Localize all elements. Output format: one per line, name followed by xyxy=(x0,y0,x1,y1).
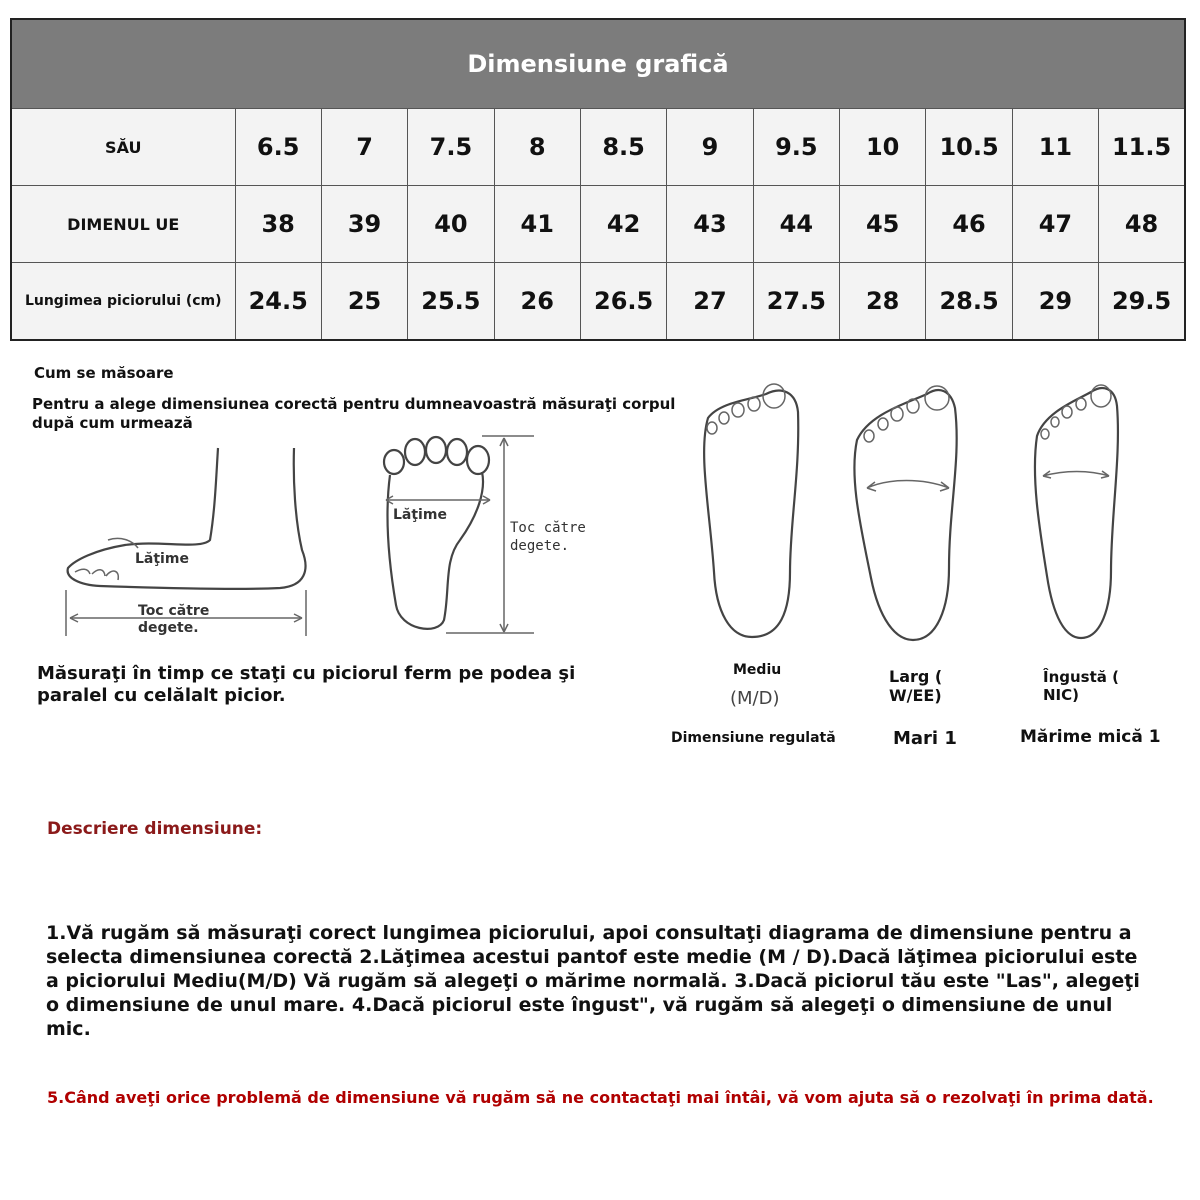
table-cell: 25.5 xyxy=(408,263,494,341)
foot-type-advice: Dimensiune regulată xyxy=(671,730,836,746)
table-cell: 10 xyxy=(840,109,926,186)
table-cell: 10.5 xyxy=(926,109,1012,186)
table-cell: 27.5 xyxy=(753,263,839,341)
table-cell: 29 xyxy=(1012,263,1098,341)
table-cell: 25 xyxy=(321,263,407,341)
top-length-label: Toc către degete. xyxy=(510,520,586,554)
measure-intro: Pentru a alege dimensiunea corectă pentru dumneavoastră măsuraţi corpul după cum urmează xyxy=(32,395,676,432)
side-width-label: Lăţime xyxy=(135,551,189,567)
table-cell: 7 xyxy=(321,109,407,186)
table-cell: 45 xyxy=(840,186,926,263)
foot-type-name: Mediu xyxy=(733,662,782,678)
table-cell: 47 xyxy=(1012,186,1098,263)
table-cell: 44 xyxy=(753,186,839,263)
row-label: SĂU xyxy=(11,109,235,186)
table-title: Dimensiune grafică xyxy=(11,19,1185,109)
table-cell: 9.5 xyxy=(753,109,839,186)
wide-foot-icon xyxy=(845,378,975,643)
description-text: 1.Vă rugăm să măsuraţi corect lungimea piciorului, apoi consultaţi diagrama de dimensiune pentru a selecta dimensiunea corectă 2.Lăţimea acestui pantof este medie (M / D).Dacă lăţimea piciorului este a piciorului Mediu(M/D) Vă rugăm să alegeţi o mărime normală. 3.Dacă piciorul tău este "Las", alegeţi o dimensiune de unul mare. 4.Dacă piciorul este îngust", vă rugăm să alegeţi o dimensiune de unul mic. xyxy=(46,922,1140,1040)
table-cell: 26 xyxy=(494,263,580,341)
foot-type-code: (M/D) xyxy=(730,688,780,709)
table-cell: 46 xyxy=(926,186,1012,263)
table-row-us xyxy=(11,109,1185,186)
table-row-eu xyxy=(11,186,1185,263)
foot-type-name: Îngustă ( NIC) xyxy=(1043,668,1119,704)
foot-type-advice: Mărime mică 1 xyxy=(1020,727,1161,747)
measure-instruction: Măsuraţi în timp ce staţi cu piciorul ferm pe podea şi paralel cu celălalt picior. xyxy=(37,663,576,706)
table-cell: 9 xyxy=(667,109,753,186)
foot-type-advice: Mari 1 xyxy=(893,728,957,749)
table-cell: 11 xyxy=(1012,109,1098,186)
size-chart-table xyxy=(10,18,1186,341)
table-cell: 40 xyxy=(408,186,494,263)
foot-type-name: Larg ( W/EE) xyxy=(889,667,943,705)
table-cell: 6.5 xyxy=(235,109,321,186)
table-row-foot-length xyxy=(11,263,1185,341)
description-note: 5.Când aveţi orice problemă de dimensiune vă rugăm să ne contactaţi mai întâi, vă vom ajuta să o rezolvaţi în prima dată. xyxy=(47,1088,1154,1107)
table-cell: 26.5 xyxy=(580,263,666,341)
table-cell: 11.5 xyxy=(1099,109,1185,186)
table-cell: 8.5 xyxy=(580,109,666,186)
narrow-foot-icon xyxy=(1025,376,1135,646)
measure-heading: Cum se măsoare xyxy=(34,364,174,382)
side-length-label: Toc către degete. xyxy=(138,603,210,636)
table-cell: 43 xyxy=(667,186,753,263)
table-cell: 24.5 xyxy=(235,263,321,341)
table-cell: 38 xyxy=(235,186,321,263)
table-cell: 41 xyxy=(494,186,580,263)
table-cell: 39 xyxy=(321,186,407,263)
table-cell: 27 xyxy=(667,263,753,341)
table-cell: 48 xyxy=(1099,186,1185,263)
description-title: Descriere dimensiune: xyxy=(47,819,263,839)
row-label: DIMENUL UE xyxy=(11,186,235,263)
table-cell: 8 xyxy=(494,109,580,186)
table-cell: 28 xyxy=(840,263,926,341)
table-cell: 7.5 xyxy=(408,109,494,186)
top-width-label: Lăţime xyxy=(393,507,447,523)
table-cell: 29.5 xyxy=(1099,263,1185,341)
table-cell: 42 xyxy=(580,186,666,263)
table-cell: 28.5 xyxy=(926,263,1012,341)
row-label: Lungimea piciorului (cm) xyxy=(11,263,235,341)
medium-foot-icon xyxy=(690,372,820,647)
